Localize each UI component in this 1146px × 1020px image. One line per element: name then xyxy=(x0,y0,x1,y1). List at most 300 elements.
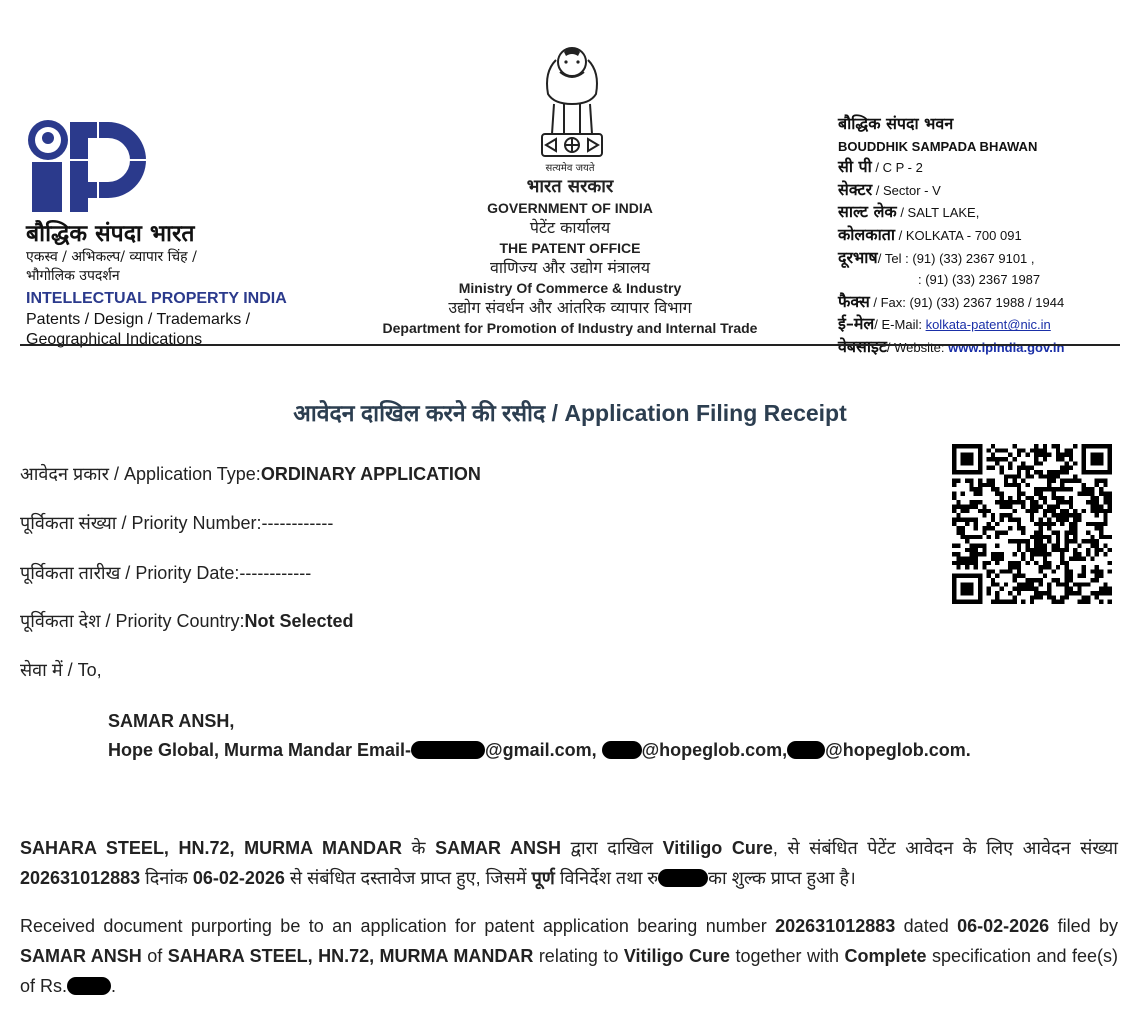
qr-module xyxy=(982,552,986,556)
qr-module xyxy=(991,578,995,582)
qr-module xyxy=(974,492,978,496)
qr-module xyxy=(1004,582,1008,586)
qr-module xyxy=(1008,526,1012,530)
qr-module xyxy=(1103,591,1107,595)
qr-module xyxy=(1017,496,1021,500)
qr-module xyxy=(1069,578,1073,582)
qr-module xyxy=(961,526,965,530)
qr-module xyxy=(956,505,960,509)
ministry-hindi: वाणिज्य और उद्योग मंत्रालय xyxy=(489,258,651,277)
qr-module xyxy=(1017,565,1021,569)
qr-module xyxy=(1082,492,1086,496)
qr-module xyxy=(1103,535,1107,539)
qr-module xyxy=(1103,543,1107,547)
qr-module xyxy=(1026,587,1030,591)
qr-module xyxy=(1095,496,1099,500)
telephone-number: / Tel : (91) (33) 2367 9101 , xyxy=(877,250,1035,266)
qr-module xyxy=(1060,552,1064,556)
qr-module xyxy=(987,457,991,461)
qr-module xyxy=(1082,565,1086,569)
qr-module xyxy=(1030,513,1034,517)
department-hindi: उद्योग संवर्धन और आंतरिक व्यापार विभाग xyxy=(448,298,692,317)
qr-module xyxy=(1108,492,1112,496)
qr-module xyxy=(1030,474,1034,478)
qr-module xyxy=(1077,552,1081,556)
qr-module xyxy=(1008,505,1012,509)
text: Received document purporting be to an application for patent application bearing number xyxy=(20,916,776,936)
qr-module xyxy=(1099,526,1103,530)
qr-module xyxy=(1056,539,1060,543)
qr-module xyxy=(1073,513,1077,517)
qr-module xyxy=(1008,565,1012,569)
qr-module xyxy=(1000,492,1004,496)
qr-module xyxy=(1004,483,1008,487)
qr-module xyxy=(965,548,969,552)
redaction-mark xyxy=(787,741,825,759)
text: , से संबंधित पेटेंट आवेदन के लिए आवेदन संख्या xyxy=(772,838,1118,858)
application-type-label: आवेदन प्रकार / Application Type: xyxy=(20,464,261,484)
qr-module xyxy=(1073,548,1077,552)
qr-module xyxy=(1103,509,1107,513)
qr-module xyxy=(987,569,991,573)
qr-module xyxy=(1064,535,1068,539)
qr-module xyxy=(1043,552,1047,556)
qr-module xyxy=(1000,466,1004,470)
qr-module xyxy=(1030,582,1034,586)
qr-module xyxy=(1082,509,1086,513)
qr-module xyxy=(956,530,960,534)
qr-module xyxy=(1043,509,1047,513)
qr-module xyxy=(1021,530,1025,534)
qr-module xyxy=(1021,539,1025,543)
telephone-number-2: : (91) (33) 2367 1987 xyxy=(918,272,1041,288)
saltlake-hindi: साल्ट लेक xyxy=(838,202,897,222)
qr-module xyxy=(1064,561,1068,565)
qr-module xyxy=(1051,600,1055,604)
qr-module xyxy=(1090,505,1094,509)
qr-module xyxy=(1086,522,1090,526)
qr-module xyxy=(1038,569,1042,573)
qr-module xyxy=(1060,479,1064,483)
qr-module xyxy=(961,518,965,522)
qr-module xyxy=(965,535,969,539)
qr-module xyxy=(1047,509,1051,513)
qr-module xyxy=(1047,582,1051,586)
ip-india-english-subtitle-2: Geographical Indications xyxy=(26,331,203,348)
qr-module xyxy=(1090,500,1094,504)
qr-module xyxy=(1038,487,1042,491)
qr-module xyxy=(974,561,978,565)
qr-module xyxy=(987,483,991,487)
qr-module xyxy=(1030,556,1034,560)
qr-module xyxy=(961,530,965,534)
government-header xyxy=(350,162,790,338)
qr-module xyxy=(1103,492,1107,496)
qr-module xyxy=(1043,444,1047,448)
qr-module xyxy=(1026,466,1030,470)
qr-module xyxy=(1034,591,1038,595)
qr-module xyxy=(1013,587,1017,591)
qr-module xyxy=(1108,500,1112,504)
qr-module xyxy=(1038,578,1042,582)
qr-module xyxy=(1034,453,1038,457)
qr-module xyxy=(1047,453,1051,457)
qr-module xyxy=(956,552,960,556)
qr-module xyxy=(987,466,991,470)
qr-module xyxy=(1069,587,1073,591)
qr-module xyxy=(1056,535,1060,539)
qr-module xyxy=(965,518,969,522)
qr-module xyxy=(1013,552,1017,556)
qr-module xyxy=(1008,600,1012,604)
qr-module xyxy=(1064,591,1068,595)
qr-module xyxy=(1038,453,1042,457)
qr-module xyxy=(1060,518,1064,522)
qr-module xyxy=(1082,539,1086,543)
qr-module xyxy=(1077,587,1081,591)
qr-module xyxy=(974,535,978,539)
qr-module xyxy=(1108,535,1112,539)
qr-module xyxy=(956,543,960,547)
qr-module xyxy=(1030,466,1034,470)
qr-module xyxy=(1043,556,1047,560)
qr-module xyxy=(1004,505,1008,509)
qr-module xyxy=(1047,587,1051,591)
qr-module xyxy=(991,513,995,517)
qr-module xyxy=(1021,505,1025,509)
qr-module xyxy=(1047,595,1051,599)
qr-module xyxy=(1038,535,1042,539)
qr-module xyxy=(1060,509,1064,513)
qr-module xyxy=(1095,591,1099,595)
qr-module xyxy=(1064,587,1068,591)
qr-module xyxy=(1034,444,1038,448)
qr-module xyxy=(1060,453,1064,457)
addressee-name: SAMAR ANSH, xyxy=(108,711,235,731)
qr-module xyxy=(1090,539,1094,543)
qr-module xyxy=(1017,474,1021,478)
qr-module xyxy=(995,522,999,526)
qr-module xyxy=(1034,522,1038,526)
qr-module xyxy=(1038,448,1042,452)
qr-module xyxy=(1077,513,1081,517)
qr-module xyxy=(1060,582,1064,586)
qr-module xyxy=(1021,582,1025,586)
qr-module xyxy=(1108,509,1112,513)
qr-module xyxy=(1000,556,1004,560)
qr-module xyxy=(1108,505,1112,509)
qr-module xyxy=(1008,539,1012,543)
qr-module xyxy=(1034,457,1038,461)
qr-module xyxy=(1073,518,1077,522)
qr-module xyxy=(956,556,960,560)
qr-module xyxy=(1026,470,1030,474)
qr-module xyxy=(1073,552,1077,556)
qr-module xyxy=(1069,574,1073,578)
qr-module xyxy=(1030,505,1034,509)
qr-module xyxy=(1056,518,1060,522)
qr-module xyxy=(1043,457,1047,461)
qr-module xyxy=(1064,479,1068,483)
qr-module xyxy=(1056,444,1060,448)
qr-module xyxy=(1077,600,1081,604)
qr-module xyxy=(1060,483,1064,487)
qr-module xyxy=(961,535,965,539)
qr-module xyxy=(1077,574,1081,578)
office-email-link[interactable]: kolkata-patent@nic.in xyxy=(925,317,1051,333)
qr-module xyxy=(1047,522,1051,526)
government-english: GOVERNMENT OF INDIA xyxy=(487,200,653,216)
priority-date-row xyxy=(20,561,311,585)
qr-module xyxy=(995,561,999,565)
ip-india-hindi-subtitle-2: भौगोलिक उपदर्शन xyxy=(26,268,120,284)
qr-module xyxy=(1008,513,1012,517)
qr-module xyxy=(1073,479,1077,483)
qr-module xyxy=(1038,492,1042,496)
qr-module xyxy=(1064,509,1068,513)
qr-module xyxy=(1108,587,1112,591)
qr-module xyxy=(1013,565,1017,569)
qr-module xyxy=(969,535,973,539)
qr-module xyxy=(1086,582,1090,586)
qr-module xyxy=(1034,587,1038,591)
qr-module xyxy=(1034,595,1038,599)
qr-module xyxy=(1030,500,1034,504)
qr-module xyxy=(1017,526,1021,530)
text: of xyxy=(141,946,168,966)
qr-module xyxy=(1021,500,1025,504)
redaction-mark xyxy=(67,977,111,995)
qr-module xyxy=(1030,509,1034,513)
qr-module xyxy=(1034,552,1038,556)
qr-module xyxy=(1026,543,1030,547)
qr-module xyxy=(1030,578,1034,582)
qr-module xyxy=(1043,561,1047,565)
to-label: सेवा में / To, xyxy=(20,660,102,680)
qr-module xyxy=(1043,543,1047,547)
qr-module xyxy=(1051,543,1055,547)
qr-module xyxy=(1056,487,1060,491)
header-divider xyxy=(20,344,1120,346)
qr-module xyxy=(1047,565,1051,569)
qr-module xyxy=(982,483,986,487)
qr-module xyxy=(974,556,978,560)
qr-module xyxy=(1043,474,1047,478)
qr-module xyxy=(1064,513,1068,517)
qr-module xyxy=(1095,552,1099,556)
qr-module xyxy=(1034,535,1038,539)
redaction-mark xyxy=(411,741,485,759)
qr-module xyxy=(1099,535,1103,539)
qr-module xyxy=(969,500,973,504)
qr-module xyxy=(1030,535,1034,539)
qr-module xyxy=(1008,518,1012,522)
qr-module xyxy=(1000,457,1004,461)
qr-module xyxy=(1008,461,1012,465)
qr-module xyxy=(1086,552,1090,556)
qr-module xyxy=(1099,530,1103,534)
applicant-address: SAHARA STEEL, HN.72, MURMA MANDAR xyxy=(167,946,534,966)
text: dated xyxy=(895,916,958,936)
qr-module xyxy=(1008,500,1012,504)
qr-code xyxy=(952,444,1112,604)
qr-module xyxy=(1086,492,1090,496)
qr-module xyxy=(974,543,978,547)
qr-module xyxy=(1077,518,1081,522)
ministry-english: Ministry Of Commerce & Industry xyxy=(458,280,682,296)
qr-module xyxy=(978,552,982,556)
qr-module xyxy=(1056,505,1060,509)
qr-module xyxy=(1069,466,1073,470)
text: विनिर्देश तथा रु xyxy=(554,868,659,888)
priority-number-row xyxy=(20,511,333,535)
qr-module xyxy=(1099,569,1103,573)
qr-module xyxy=(1082,569,1086,573)
qr-module xyxy=(1069,505,1073,509)
qr-module xyxy=(1051,548,1055,552)
qr-module xyxy=(956,500,960,504)
qr-module xyxy=(1108,569,1112,573)
priority-country-label: पूर्विकता देश / Priority Country: xyxy=(20,611,245,631)
ip-india-logo xyxy=(26,118,148,216)
qr-module xyxy=(965,522,969,526)
application-type-row xyxy=(20,462,481,486)
qr-module xyxy=(1051,470,1055,474)
qr-module xyxy=(1090,535,1094,539)
bhawan-hindi: बौद्धिक संपदा भवन xyxy=(838,114,954,133)
qr-module xyxy=(1099,574,1103,578)
qr-module xyxy=(1056,513,1060,517)
qr-module xyxy=(1043,453,1047,457)
qr-module xyxy=(1043,487,1047,491)
qr-module xyxy=(1103,479,1107,483)
qr-module xyxy=(1108,561,1112,565)
receipt-title: आवेदन दाखिल करने की रसीद / Application Filing Receipt xyxy=(293,400,847,426)
qr-module xyxy=(1082,582,1086,586)
qr-module xyxy=(1095,565,1099,569)
qr-module xyxy=(952,522,956,526)
national-emblem-icon xyxy=(524,42,620,172)
qr-module xyxy=(1060,600,1064,604)
qr-module xyxy=(1073,461,1077,465)
qr-module xyxy=(1013,561,1017,565)
qr-module xyxy=(1073,474,1077,478)
email-2-domain: @hopeglob.com, xyxy=(641,740,788,760)
qr-module xyxy=(1095,479,1099,483)
qr-module xyxy=(1069,479,1073,483)
qr-module xyxy=(1047,518,1051,522)
qr-module xyxy=(974,518,978,522)
qr-module xyxy=(995,448,999,452)
website-link[interactable]: www.ipindia.gov.in xyxy=(948,339,1065,355)
qr-module xyxy=(1013,457,1017,461)
qr-module xyxy=(952,505,956,509)
qr-module xyxy=(1043,574,1047,578)
qr-module xyxy=(1013,479,1017,483)
qr-module xyxy=(1060,487,1064,491)
qr-module xyxy=(1034,500,1038,504)
qr-module xyxy=(995,535,999,539)
qr-module xyxy=(1064,530,1068,534)
qr-module xyxy=(1038,591,1042,595)
qr-module xyxy=(1026,578,1030,582)
qr-module xyxy=(1073,530,1077,534)
qr-module xyxy=(1034,487,1038,491)
qr-module xyxy=(1060,470,1064,474)
qr-module xyxy=(1021,574,1025,578)
qr-module xyxy=(965,565,969,569)
applicant-name: SAMAR ANSH xyxy=(435,838,561,858)
qr-module xyxy=(1064,500,1068,504)
qr-module xyxy=(1069,522,1073,526)
qr-module xyxy=(1103,496,1107,500)
qr-module xyxy=(1073,509,1077,513)
qr-module xyxy=(1013,444,1017,448)
qr-module xyxy=(1056,448,1060,452)
qr-module xyxy=(1034,578,1038,582)
qr-module xyxy=(1095,513,1099,517)
qr-module xyxy=(974,505,978,509)
qr-module xyxy=(1090,591,1094,595)
qr-module xyxy=(991,453,995,457)
qr-module xyxy=(952,479,956,483)
qr-module xyxy=(1103,587,1107,591)
qr-module xyxy=(969,479,973,483)
ip-india-hindi-subtitle-1: एकस्व / अभिकल्प/ व्यापार चिंह / xyxy=(26,249,197,265)
qr-module xyxy=(1047,561,1051,565)
email-1-domain: @gmail.com, xyxy=(485,740,602,760)
redaction-mark xyxy=(658,869,708,887)
qr-module xyxy=(1013,518,1017,522)
qr-module xyxy=(1030,496,1034,500)
qr-module xyxy=(1038,461,1042,465)
qr-module xyxy=(952,552,956,556)
qr-module xyxy=(995,582,999,586)
qr-module xyxy=(1038,522,1042,526)
qr-module xyxy=(969,552,973,556)
qr-module xyxy=(1000,470,1004,474)
qr-module xyxy=(1108,591,1112,595)
qr-module xyxy=(1051,569,1055,573)
qr-module xyxy=(956,526,960,530)
qr-module xyxy=(1021,492,1025,496)
qr-module xyxy=(1082,574,1086,578)
qr-module xyxy=(969,487,973,491)
qr-module xyxy=(1090,522,1094,526)
qr-module xyxy=(1004,479,1008,483)
filing-date: 06-02-2026 xyxy=(192,868,285,888)
qr-module xyxy=(1026,548,1030,552)
qr-module xyxy=(952,492,956,496)
qr-module xyxy=(1064,595,1068,599)
qr-module xyxy=(1051,505,1055,509)
qr-module xyxy=(995,552,999,556)
qr-module xyxy=(1026,582,1030,586)
qr-module xyxy=(1026,483,1030,487)
qr-module xyxy=(1043,565,1047,569)
ip-india-hindi-title: बौद्धिक संपदा भारत xyxy=(26,220,195,247)
qr-module xyxy=(982,509,986,513)
qr-module xyxy=(1056,474,1060,478)
qr-module xyxy=(974,500,978,504)
qr-module xyxy=(961,509,965,513)
qr-module xyxy=(1026,453,1030,457)
qr-module xyxy=(1008,496,1012,500)
qr-module xyxy=(1064,466,1068,470)
qr-module xyxy=(965,556,969,560)
qr-module xyxy=(978,492,982,496)
qr-module xyxy=(1086,500,1090,504)
